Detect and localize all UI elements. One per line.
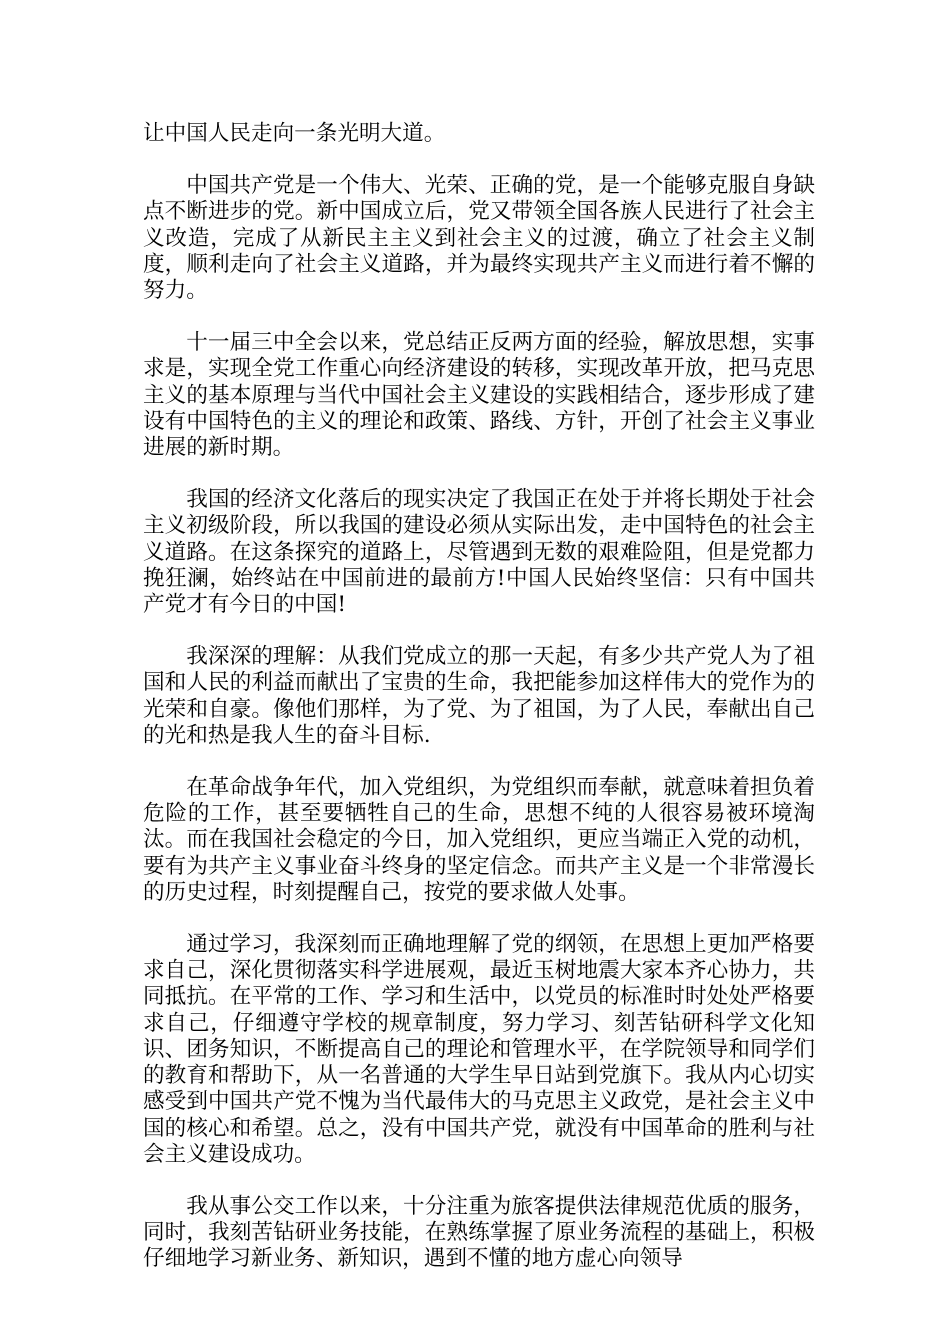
paragraph-public-transport: 我从事公交工作以来，十分注重为旅客提供法律规范优质的服务，同时，我刻苦钻研业务技能，在熟练掌握了原业务流程的基础上，积极仔细地学习新业务、新知识，遇到不懂的地方虚心向领导 <box>143 1193 815 1272</box>
paragraph-understanding: 我深深的理解：从我们党成立的那一天起，有多少共产党人为了祖国和人民的利益而献出了宝贵的生命，我把能参加这样伟大的党作为的光荣和自豪。像他们那样，为了党、为了祖国，为了人民，奉献出自己的光和热是我人生的奋斗目标. <box>143 644 815 748</box>
paragraph-revolutionary-era: 在革命战争年代，加入党组织，为党组织而奉献，就意味着担负着危险的工作，甚至要牺牲自己的生命，思想不纯的人很容易被环境淘汰。而在我国社会稳定的今日，加入党组织，更应当端正入党的动机，要有为共产主义事业奋斗终身的坚定信念。而共产主义是一个非常漫长的历史过程，时刻提醒自己，按党的要求做人处事。 <box>143 775 815 905</box>
paragraph-third-plenum: 十一届三中全会以来，党总结正反两方面的经验，解放思想，实事求是，实现全党工作重心向经济建设的转移，实现改革开放，把马克思主义的基本原理与当代中国社会主义建设的实践相结合，逐步形成了建设有中国特色的主义的理论和政策、路线、方针，开创了社会主义事业进展的新时期。 <box>143 330 815 461</box>
paragraph-primary-stage: 我国的经济文化落后的现实决定了我国正在处于并将长期处于社会主义初级阶段，所以我国的建设必须从实际出发，走中国特色的社会主义道路。在这条探究的道路上，尽管遇到无数的艰难险阻，但是党都力挽狂澜，始终站在中国前进的最前方!中国人民始终坚信：只有中国共产党才有今日的中国! <box>143 487 815 618</box>
paragraph-continuation: 让中国人民走向一条光明大道。 <box>143 121 446 146</box>
document-page <box>143 121 815 1299</box>
paragraph-study: 通过学习，我深刻而正确地理解了党的纲领，在思想上更加严格要求自己，深化贯彻落实科学进展观，最近玉树地震大家本齐心协力，共同抵抗。在平常的工作、学习和生活中，以党员的标准时时处处严格要求自己，仔细遵守学校的规章制度，努力学习、刻苦钻研科学文化知识、团务知识，不断提高自己的理论和管理水平，在学院领导和同学们的教育和帮助下，从一名普通的大学生早日站到党旗下。我从内心切实感受到中国共产党不愧为当代最伟大的马克思主义政党，是社会主义中国的核心和希望。总之，没有中国共产党，就没有中国革命的胜利与社会主义建设成功。 <box>143 932 815 1167</box>
paragraph-party-greatness: 中国共产党是一个伟大、光荣、正确的党，是一个能够克服自身缺点不断进步的党。新中国成立后，党又带领全国各族人民进行了社会主义改造，完成了从新民主主义到社会主义的过渡，确立了社会主义制度，顺利走向了社会主义道路，并为最终实现共产主义而进行着不懈的努力。 <box>143 173 815 304</box>
